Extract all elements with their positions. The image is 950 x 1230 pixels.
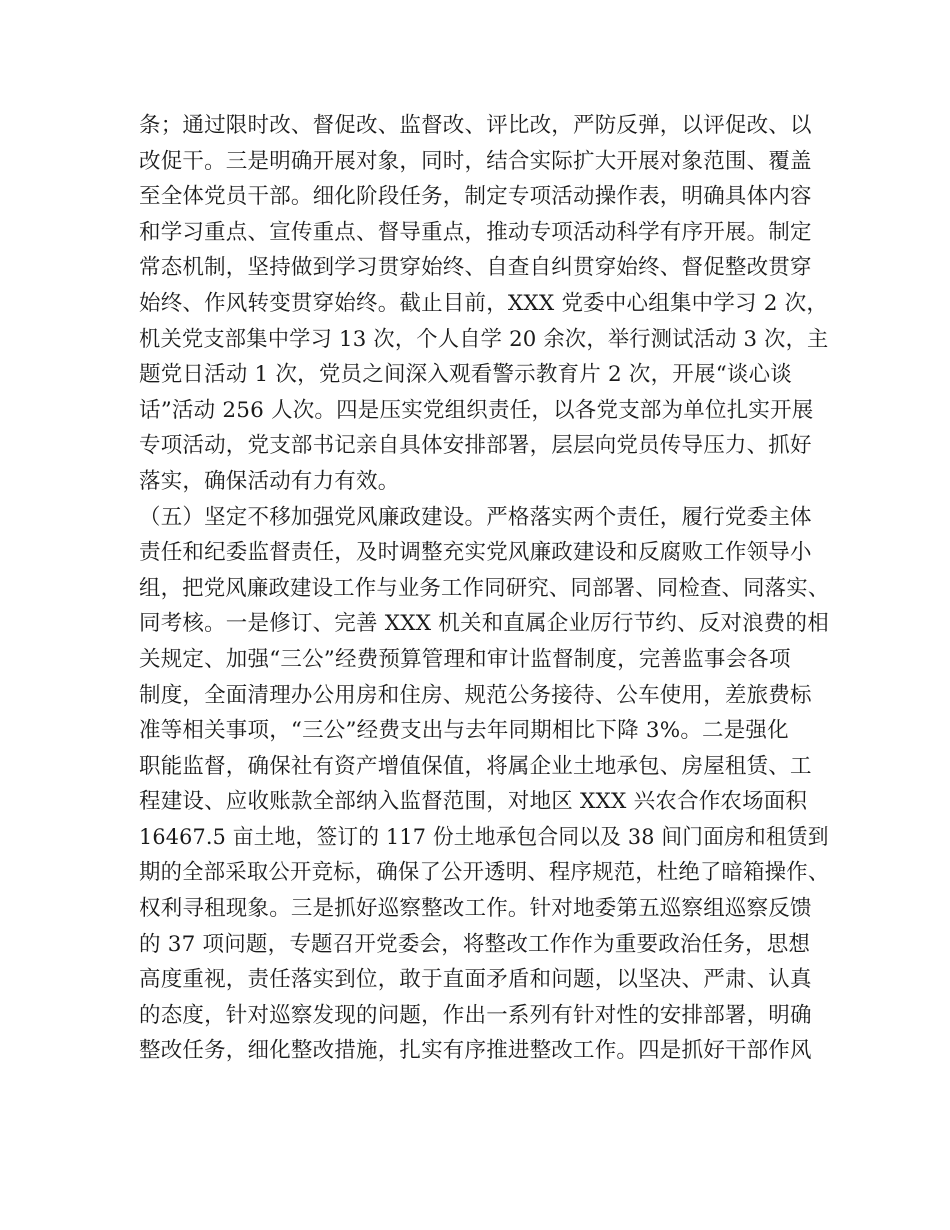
body-text [139, 108, 829, 1069]
text-line: 的态度，针对巡察发现的问题，作出一系列有针对性的安排部署，明确 [139, 1002, 812, 1028]
text-line: 条；通过限时改、督促改、监督改、评比改，严防反弹，以评促改、以 [139, 113, 812, 138]
text-line: 同考核。一是修订、完善 XXX 机关和直属企业厉行节约、反对浪费的相 [139, 611, 829, 637]
text-line: 程建设、应收账款全部纳入监督范围，对地区 XXX 兴农合作农场面积 [139, 789, 808, 815]
text-line: 责任和纪委监督责任，及时调整充实党风廉政建设和反腐败工作领导小 [139, 540, 812, 566]
section-heading-line: （五）坚定不移加强党风廉政建设。严格落实两个责任，履行党委主体 [139, 504, 812, 530]
text-line: 话”活动 256 人次。四是压实党组织责任，以各党支部为单位扎实开展 [139, 397, 814, 423]
text-line: 高度重视，责任落实到位，敢于直面矛盾和问题，以坚决、严肃、认真 [139, 967, 812, 993]
text-line: 专项活动，党支部书记亲自具体安排部署，层层向党员传导压力、抓好 [139, 433, 812, 459]
text-line: 权利寻租现象。三是抓好巡察整改工作。针对地委第五巡察组巡察反馈 [139, 896, 812, 922]
text-line: 始终、作风转变贯穿始终。截止目前，XXX 党委中心组集中学习 2 次， [139, 290, 829, 316]
text-line: 职能监督，确保社有资产增值保值，将属企业土地承包、房屋租赁、工 [139, 753, 812, 779]
text-line: 整改任务，细化整改措施，扎实有序推进整改工作。四是抓好干部作风 [139, 1038, 812, 1064]
text-line: 常态机制，坚持做到学习贯穿始终、自查自纠贯穿始终、督促整改贯穿 [139, 255, 812, 281]
text-line: 准等相关事项，“三公”经费支出与去年同期相比下降 3%。二是强化 [139, 718, 789, 744]
text-line: 制度，全面清理办公用房和住房、规范公务接待、公车使用，差旅费标 [139, 682, 812, 708]
text-line: 题党日活动 1 次，党员之间深入观看警示教育片 2 次，开展“谈心谈 [139, 362, 792, 388]
text-line: 组，把党风廉政建设工作与业务工作同研究、同部署、同检查、同落实、 [139, 575, 830, 601]
text-line: 至全体党员干部。细化阶段任务，制定专项活动操作表，明确具体内容 [139, 184, 812, 210]
text-line: 期的全部采取公开竞标，确保了公开透明、程序规范，杜绝了暗箱操作、 [139, 860, 830, 886]
text-line: 的 37 项问题，专题召开党委会，将整改工作作为重要政治任务，思想 [139, 931, 811, 957]
text-line: 和学习重点、宣传重点、督导重点，推动专项活动科学有序开展。制定 [139, 219, 812, 245]
text-line: 关规定、加强“三公”经费预算管理和审计监督制度，完善监事会各项 [139, 646, 791, 672]
text-line: 机关党支部集中学习 13 次，个人自学 20 余次，举行测试活动 3 次，主 [139, 326, 829, 352]
text-line: 落实，确保活动有力有效。 [139, 468, 400, 494]
text-line: 16467.5 亩土地，签订的 117 份土地承包合同以及 38 间门面房和租赁到 [139, 824, 829, 850]
text-line: 改促干。三是明确开展对象，同时，结合实际扩大开展对象范围、覆盖 [139, 148, 812, 174]
